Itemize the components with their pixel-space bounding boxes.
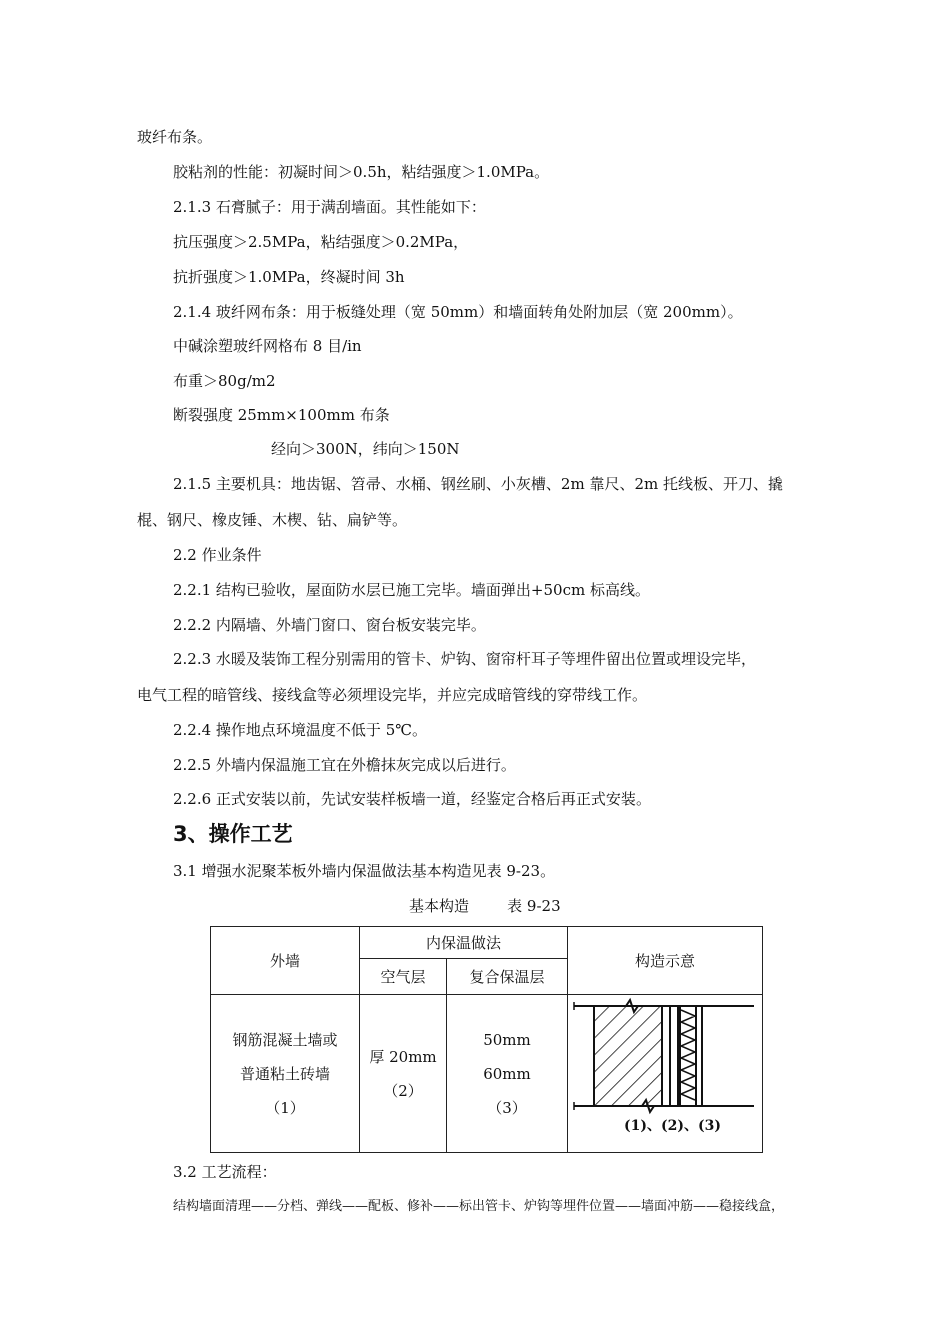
- composite-thickness: 50mm: [483, 1030, 531, 1049]
- wall-type-index: （1）: [265, 1098, 305, 1117]
- text-line: 抗折强度＞1.0MPa，终凝时间 3h: [173, 268, 405, 286]
- cell-diagram: [568, 995, 763, 1153]
- text-line: 2.1.4 玻纤网布条：用于板缝处理（宽 50mm）和墙面转角处附加层（宽 200mm）。: [173, 303, 743, 321]
- header-air-layer: 空气层: [360, 959, 447, 995]
- wall-type-line: 普通粘土砖墙: [239, 1064, 330, 1083]
- section-heading: 3、操作工艺: [173, 822, 293, 846]
- text-line: 棍、钢尺、橡皮锤、木楔、钻、扁铲等。: [137, 511, 408, 529]
- table-caption: 基本构造 表 9-23: [409, 897, 561, 915]
- text-line: 布重＞80g/m2: [173, 372, 276, 390]
- text-line: 2.1.3 石膏腻子：用于满刮墙面。其性能如下：: [173, 198, 486, 216]
- text-line: 抗压强度＞2.5MPa，粘结强度＞0.2MPa，: [173, 233, 469, 251]
- text-line: 2.2.5 外墙内保温施工宜在外檐抹灰完成以后进行。: [173, 756, 516, 774]
- wall-type-line: 钢筋混凝土墙或: [232, 1030, 338, 1049]
- text-line: 2.2 作业条件: [173, 546, 262, 564]
- cell-air-layer: [360, 995, 447, 1153]
- text-line: 断裂强度 25mm×100mm 布条: [173, 406, 390, 424]
- text-line: 玻纤布条。: [137, 128, 213, 146]
- text-line: 2.2.4 操作地点环境温度不低于 5℃。: [173, 721, 428, 739]
- cell-wall-type: [211, 995, 360, 1153]
- text-line: 经向＞300N，纬向＞150N: [271, 440, 460, 458]
- text-line: 2.2.1 结构已验收，屋面防水层已施工完毕。墙面弹出+50cm 标高线。: [173, 581, 650, 599]
- paragraph-3-1: 3.1 增强水泥聚苯板外墙内保温做法基本构造见表 9-23。: [173, 862, 556, 880]
- composite-index: （3）: [487, 1098, 527, 1117]
- text-line: 电气工程的暗管线、接线盒等必须埋设完毕，并应完成暗管线的穿带线工作。: [137, 686, 648, 704]
- structural-wall: [594, 1006, 662, 1106]
- text-line: 2.1.5 主要机具：地齿锯、笤帚、水桶、钢丝刷、小灰槽、2m 靠尺、2m 托线板、开刀、撬: [173, 475, 784, 493]
- header-composite-layer: 复合保温层: [447, 959, 568, 995]
- text-line: 2.2.3 水暖及装饰工程分别需用的管卡、炉钩、窗帘杆耳子等埋件留出位置或埋设完毕，: [173, 650, 756, 668]
- wall-section-diagram: [568, 996, 762, 1152]
- header-inner-insulation: 内保温做法: [360, 927, 568, 959]
- insulation-zigzag: [681, 1010, 695, 1100]
- header-diagram: 构造示意: [568, 927, 763, 995]
- air-layer-thickness: 厚 20mm: [369, 1047, 437, 1066]
- construction-table: [210, 926, 763, 1153]
- air-layer-index: （2）: [383, 1081, 423, 1100]
- text-line: 中碱涂塑玻纤网格布 8 目/in: [173, 337, 362, 355]
- cell-composite: [447, 995, 568, 1153]
- header-outer-wall: 外墙: [211, 927, 360, 995]
- text-line: 2.2.6 正式安装以前，先试安装样板墙一道，经鉴定合格后再正式安装。: [173, 790, 651, 808]
- composite-thickness: 60mm: [483, 1064, 531, 1083]
- paragraph-3-2: 3.2 工艺流程：: [173, 1163, 277, 1181]
- text-line: 胶粘剂的性能：初凝时间＞0.5h，粘结强度＞1.0MPa。: [173, 163, 550, 181]
- diagram-label: (1)、(2)、(3): [624, 1117, 721, 1134]
- text-line: 2.2.2 内隔墙、外墙门窗口、窗台板安装完毕。: [173, 616, 486, 634]
- flow-text: 结构墙面清理——分档、弹线——配板、修补——标出管卡、炉钩等埋件位置——墙面冲筋——稳接线盒，: [173, 1199, 785, 1214]
